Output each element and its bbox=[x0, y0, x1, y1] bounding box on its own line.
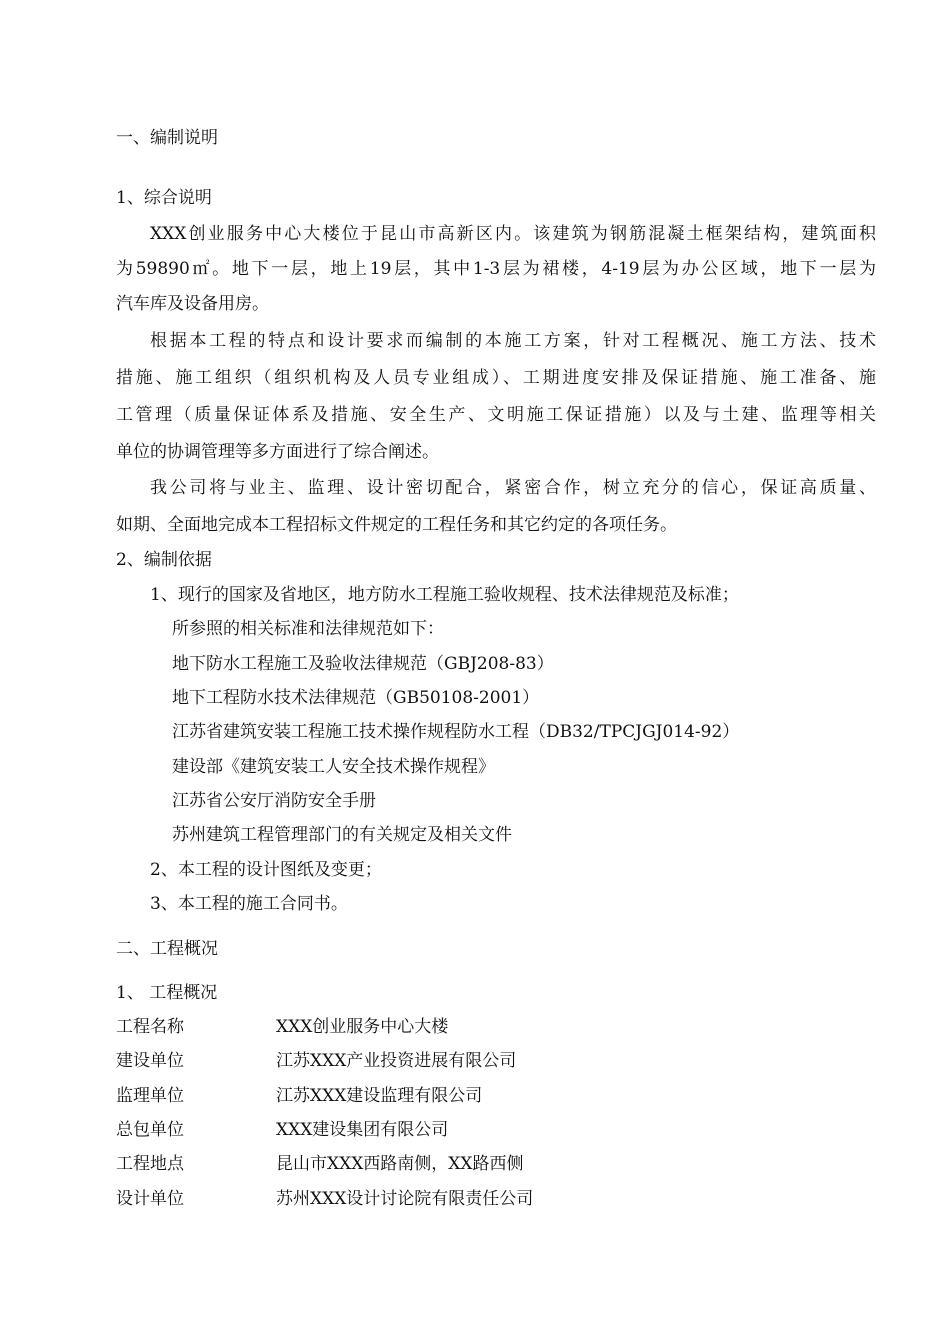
references-intro: 所参照的相关标准和法律规范如下： bbox=[172, 619, 444, 639]
paragraph-line: 如期、全面地完成本工程招标文件规定的工程任务和其它约定的各项任务。 bbox=[116, 515, 677, 535]
subsection-title-project-overview: 1、 工程概况 bbox=[116, 983, 218, 1003]
basis-item-1: 1、现行的国家及省地区，地方防水工程施工验收规程、技术法律规范及标准； bbox=[150, 585, 739, 605]
info-label: 工程名称 bbox=[116, 1017, 184, 1037]
paragraph-line: 根据本工程的特点和设计要求而编制的本施工方案，针对工程概况、施工方法、技术 bbox=[150, 331, 876, 351]
reference-item: 江苏省建筑安装工程施工技术操作规程防水工程（DB32/TPCJGJ014-92） bbox=[172, 722, 740, 742]
reference-item: 地下防水工程施工及验收法律规范（GBJ208-83） bbox=[172, 654, 554, 674]
info-value: XXX创业服务中心大楼 bbox=[276, 1017, 449, 1037]
paragraph-line: 单位的协调管理等多方面进行了综合阐述。 bbox=[116, 442, 439, 462]
reference-item: 建设部《建筑安装工人安全技术操作规程》 bbox=[172, 757, 495, 777]
paragraph-line: XXX创业服务中心大楼位于昆山市高新区内。该建筑为钢筋混凝土框架结构，建筑面积 bbox=[150, 224, 876, 244]
info-value: 苏州XXX设计讨论院有限责任公司 bbox=[276, 1189, 534, 1209]
reference-item: 地下工程防水技术法律规范（GB50108-2001） bbox=[172, 688, 540, 708]
section-heading-2: 二、工程概况 bbox=[116, 939, 218, 959]
info-label: 工程地点 bbox=[116, 1154, 184, 1174]
info-value: 昆山市XXX西路南侧，XX路西侧 bbox=[276, 1154, 524, 1174]
info-label: 总包单位 bbox=[116, 1120, 184, 1140]
paragraph-line: 工管理（质量保证体系及措施、安全生产、文明施工保证措施）以及与土建、监理等相关 bbox=[116, 405, 876, 425]
info-value: 江苏XXX建设监理有限公司 bbox=[276, 1086, 483, 1106]
info-value: XXX建设集团有限公司 bbox=[276, 1120, 449, 1140]
reference-item: 苏州建筑工程管理部门的有关规定及相关文件 bbox=[172, 825, 512, 845]
reference-item: 江苏省公安厅消防安全手册 bbox=[172, 791, 376, 811]
info-label: 监理单位 bbox=[116, 1086, 184, 1106]
basis-item-2: 2、本工程的设计图纸及变更； bbox=[150, 860, 382, 880]
section-heading-1: 一、编制说明 bbox=[116, 128, 218, 148]
info-value: 江苏XXX产业投资进展有限公司 bbox=[276, 1051, 517, 1071]
paragraph-line: 为59890㎡。地下一层，地上19层，其中1-3层为裙楼，4-19层为办公区域，地下一层为 bbox=[116, 259, 876, 279]
paragraph-line: 汽车库及设备用房。 bbox=[116, 294, 269, 314]
paragraph-line: 我公司将与业主、监理、设计密切配合，紧密合作，树立充分的信心，保证高质量、 bbox=[150, 478, 876, 498]
basis-item-3: 3、本工程的施工合同书。 bbox=[150, 894, 348, 914]
info-label: 设计单位 bbox=[116, 1189, 184, 1209]
paragraph-line: 措施、施工组织（组织机构及人员专业组成）、工期进度安排及保证措施、施工准备、施 bbox=[116, 368, 876, 388]
subsection-title-overview: 1、综合说明 bbox=[116, 188, 212, 208]
subsection-title-basis: 2、编制依据 bbox=[116, 550, 212, 570]
info-label: 建设单位 bbox=[116, 1051, 184, 1071]
